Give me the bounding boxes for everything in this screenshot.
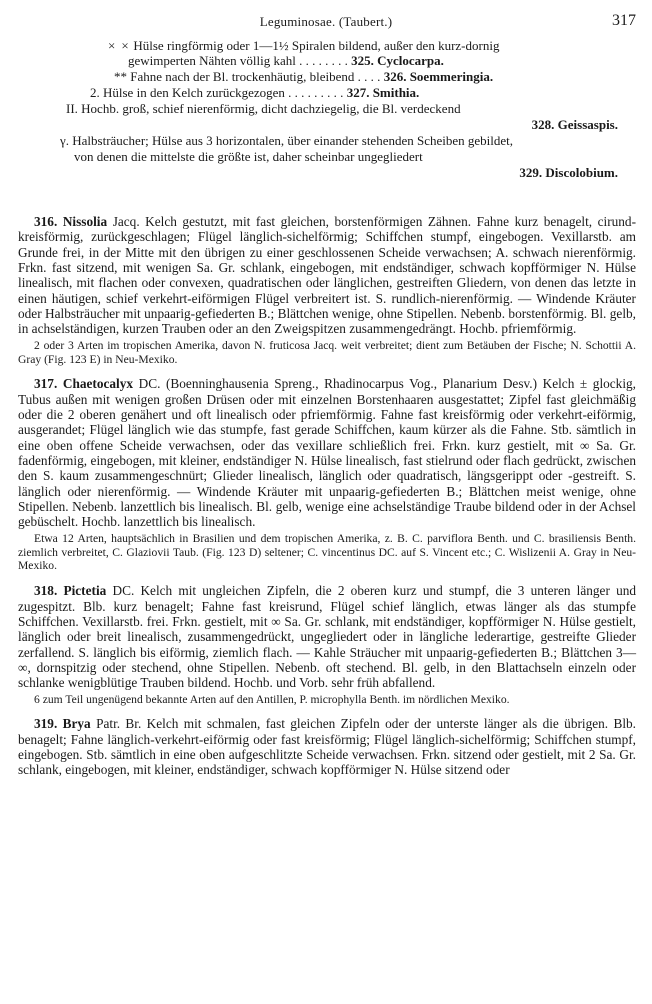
genus-entries bbox=[18, 214, 636, 788]
genus-entry-pictetia bbox=[18, 583, 636, 706]
genus-entry-chaetocalyx bbox=[18, 376, 636, 573]
key-line: γ. Halbsträucher; Hülse aus 3 horizontalen, über einander stehenden Scheiben gebildet, bbox=[60, 133, 514, 148]
key-line: von denen die mittelste die größte ist, daher scheinbar ungegliedert bbox=[74, 149, 423, 164]
genus-note: 2 oder 3 Arten im tropischen Amerika, davon N. fruticosa Jacq. weit verbreitet; dient zum Betäuben der Fische; N. Schottii A. Gray (Fig. 123 E) in Neu-Mexiko. bbox=[18, 338, 636, 366]
genus-description: DC. Kelch mit ungleichen Zipfeln, die 2 oberen kurz und stumpf, die 3 unteren länger und zugespitzt. Blb. kurz benagelt; Fahne fast kreisrund, Flügel schief länglich, etwas länger als das stumpfe Schiffchen. Vexillarstb. frei. Frkn. gestielt, mit ∞ Sa. Gr. schlank, mit endständiger, kopfförmiger N. Hülse gestielt, länglich oder breit linealisch, zusammengedrückt, ungegliedert oder in längliche lederartige, gestreifte Glieder zerfallend. S. länglich bis eiförmig, ziemlich flach. — Kahle Sträucher mit unpaarig-gefiederten B.; Blättchen 3—∞, dornspitzig oder stechend, ohne Stipellen. Nebenb. oft stechend. Bl. gelb, in den Blattachseln einzeln oder schlanke wenigblütige Trauben bildend. Hochb. und Vorb. sehr früh abfallend. bbox=[18, 583, 637, 691]
genus-description: Jacq. Kelch gestutzt, mit fast gleichen, borstenförmigen Zähnen. Fahne kurz benagelt, cirund-kreisförmig, zurückgeschlagen; Flügel länglich-sichelförmig; Schiffchen stumpf, eingebogen. Vexillarstb. am Grunde frei, in der Mitte mit den übrigen zu einer geschlossenen Scheide verwachsen; A. schwach nierenförmig. Frkn. fast sitzend, mit wenigen Sa. Gr. schlank, eingebogen, mit endständiger, schwach kopfförmiger N. Hülse linealisch, mit flachen oder convexen, quadratischen oder länglichen, gestreiften Gliedern, von denen das letzte in einen häutigen, schief verkehrt-eiförmigen Flügel verbreitert ist. S. rundlich-nierenförmig. — Windende Kräuter oder Halbsträucher mit unpaarig-gefiederten B.; Blättchen wenige, ohne Stipellen. Nebenb. borstenförmig. Bl. gelb, in achselständigen, kurzen Trauben oder an den Zweigspitzen zusammengedrängt. Hochb. pfriemförmig. bbox=[18, 214, 637, 337]
genus-number: 318. bbox=[34, 583, 58, 599]
genus-name: Nissolia bbox=[62, 214, 108, 229]
genus-name: Pictetia bbox=[63, 583, 107, 599]
genus-note: 6 zum Teil ungenügend bekannte Arten auf den Antillen, P. microphylla Benth. im nördlichen Mexiko. bbox=[34, 692, 510, 706]
genus-description: Patr. Br. Kelch mit schmalen, fast gleichen Zipfeln oder der unterste länger als die übrigen. Blb. benagelt; Fahne länglich-verkehrt-eiförmig oder fast kreisförmig; Flügel länglich-sichelförmig; Schiffchen stumpf, eingebogen. Stb. sämtlich in eine oben aufgeschlitzte Scheide verwachsen. Frkn. sitzend oder gestielt, mit 2 Sa. Gr. schlank, eingebogen, mit kleiner, endständiger, schwach kopfförmiger N. Hülse sitzend oder bbox=[18, 716, 637, 778]
key-line: II. Hochb. groß, schief nierenförmig, dicht dachziegelig, die Bl. verdeckend bbox=[66, 101, 461, 116]
genus-name: Brya bbox=[62, 716, 91, 732]
genus-number: 316. bbox=[34, 214, 58, 229]
key-line: 328. Geissaspis. bbox=[531, 117, 618, 132]
genus-note: Etwa 12 Arten, hauptsächlich in Brasilien und dem tropischen Amerika, z. B. C. parviflora Benth. und C. brasiliensis Benth. ziemlich verbreitet, C. Glaziovii Taub. (Fig. 123 D) seltener; C. vincentinus DC. auf S. Vincent etc.; C. Wislizenii A. Gray in Neu-Mexiko. bbox=[18, 531, 636, 573]
genus-number: 317. bbox=[34, 376, 58, 392]
genus-number: 319. bbox=[34, 716, 58, 732]
genus-entry-nissolia bbox=[18, 214, 636, 366]
key-line: ** Fahne nach der Bl. trockenhäutig, bleibend . . . . 326. Soemmeringia. bbox=[114, 69, 494, 84]
key-line: gewimperten Nähten völlig kahl . . . . . . . . 325. Cyclocarpa. bbox=[128, 53, 444, 68]
key-line: × × Hülse ringförmig oder 1—1½ Spiralen bildend, außer den kurz-dornig bbox=[108, 38, 500, 53]
page-header bbox=[0, 12, 652, 32]
running-title: Leguminosae. (Taubert.) bbox=[259, 14, 393, 29]
key-line: 2. Hülse in den Kelch zurückgezogen . . . . . . . . . 327. Smithia. bbox=[90, 85, 420, 100]
genus-description: DC. (Boenninghausenia Spreng., Rhadinocarpus Vog., Planarium Desv.) Kelch ± glockig, Tubus außen mit wenigen großen Drüsen oder mit einzelnen Borstenhaaren ausgestattet; Zipfel fast gleichmäßig oder die 2 oberen genähert und oft linealisch oder pfriemförmig. Fahne fast kreisförmig oder verkehrt-eiförmig, ausgerandet; Flügel länglich wie das stumpfe, fast gerade Schiffchen, kaum kürzer als die Fahne. Stb. sämtlich in eine oben offene Scheide verwachsen, oder das vexillare schließlich frei. Frkn. kurz gestielt, mit ∞ Sa. Gr. fadenförmig, eingebogen, mit kleiner, endständiger N. Hülse linealisch, fast stielrund oder flach gedrückt, zwischen den S. kaum zusammengeschnürt; Glieder linealisch, länglich oder quadratisch, längsgerippt oder -gestreift. S. länglich oder nierenförmig. — Windende Kräuter mit unpaarig-gefiederten B.; Blättchen meist wenige, ohne Stipellen. Nebenb. lanzettlich bis linealisch. Bl. gelb, wenige eine achselständige Traube bildend oder in der Achsel gebüschelt. Hochb. lanzettlich bis linealisch. bbox=[18, 376, 637, 530]
key-line: 329. Discolobium. bbox=[519, 165, 618, 180]
page-number: 317 bbox=[612, 12, 636, 29]
genus-entry-brya bbox=[18, 716, 636, 777]
genus-name: Chaetocalyx bbox=[62, 376, 134, 392]
